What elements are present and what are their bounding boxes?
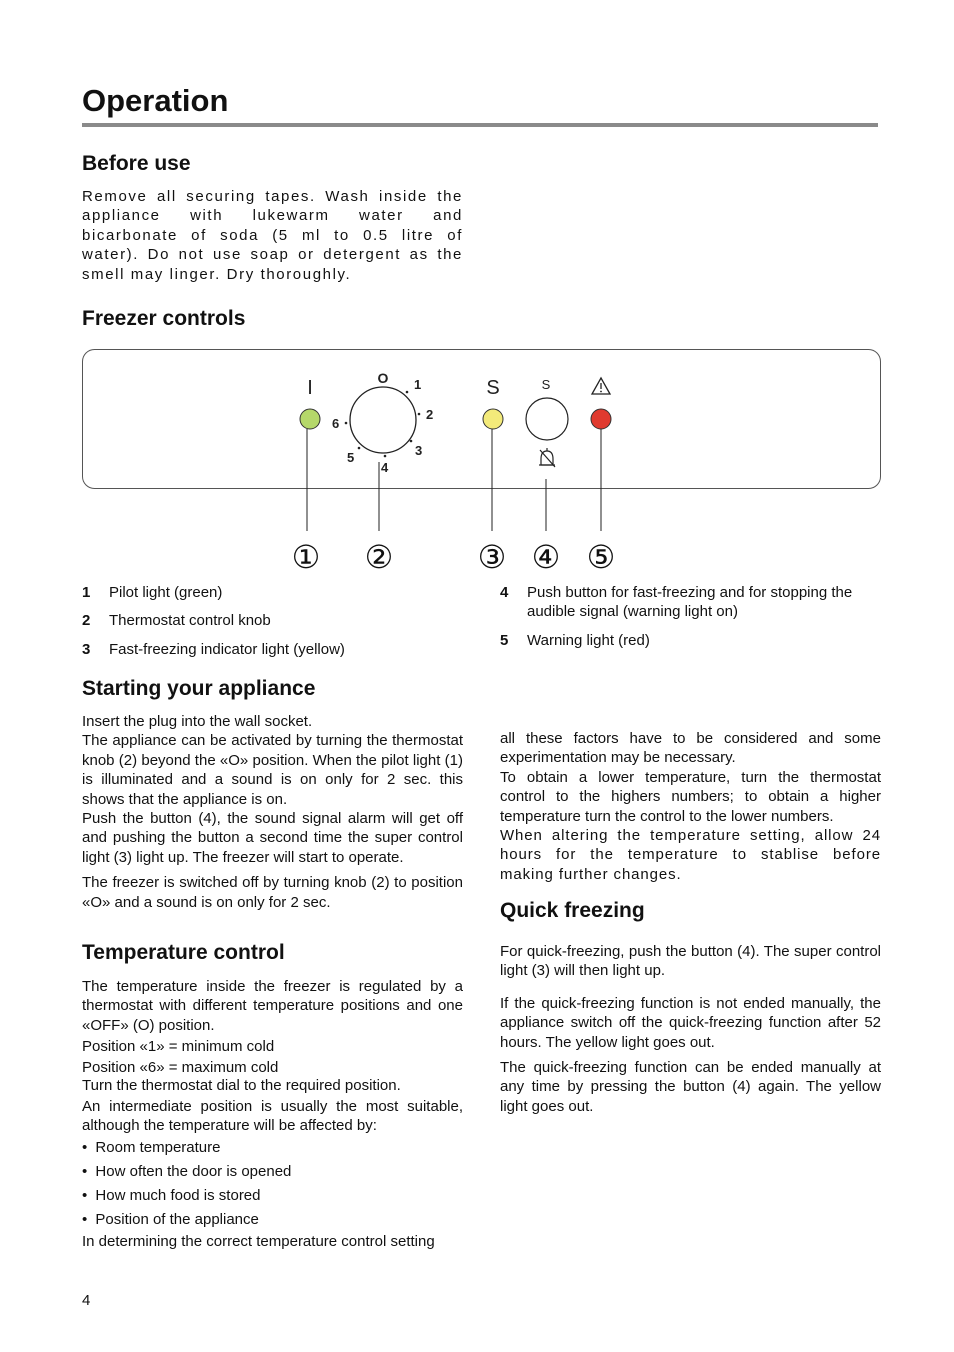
right-column-continuation: [500, 729, 881, 884]
off-symbol: O: [377, 370, 389, 386]
warning-light: [591, 409, 611, 429]
dial-number-5: 5: [347, 450, 355, 465]
callout-3: ③: [477, 539, 507, 575]
freezer-controls-heading: Freezer controls: [82, 307, 246, 330]
pilot-light: [300, 409, 320, 429]
legend-text: Warning light (red): [527, 631, 650, 649]
legend-number: 4: [500, 584, 509, 601]
temperature-pos1: Position «1» = minimum cold: [82, 1038, 275, 1056]
page-number: 4: [82, 1292, 91, 1309]
callout-1: ①: [291, 539, 321, 575]
title-rule: [82, 123, 878, 127]
callout-4: ④: [531, 539, 561, 575]
list-item: • Position of the appliance: [82, 1208, 463, 1232]
dial-number-1: 1: [414, 377, 422, 392]
continuation-para1: all these factors have to be considered and some experimentation may be necessary.: [500, 730, 881, 767]
temperature-pos6: Position «6» = maximum cold: [82, 1058, 279, 1076]
dial-number-3: 3: [415, 443, 423, 458]
power-symbol: I: [307, 377, 313, 399]
control-panel-outline: [83, 350, 881, 489]
dial-number-6: 6: [332, 416, 340, 431]
page-title: Operation: [82, 83, 229, 118]
starting-line1: Insert the plug into the wall socket.: [82, 713, 313, 730]
temperature-last-line: In determining the correct temperature control setting: [82, 1232, 435, 1250]
callout-5: ⑤: [586, 539, 616, 575]
starting-para2: Push the button (4), the sound signal alarm will get off and pushing the button a second time the super control light (3) light up. The freezer will start to operate.: [82, 810, 463, 866]
starting-body: [82, 712, 463, 912]
thermostat-knob: [350, 387, 416, 453]
temperature-body: [82, 977, 463, 1251]
legend-text: Fast-freezing indicator light (yellow): [109, 640, 345, 658]
fast-freeze-button[interactable]: [526, 398, 568, 440]
quick-freezing-para2: If the quick-freezing function is not ended manually, the appliance switch off the quick-freezing function after 52 hours. The yellow light goes out.: [500, 994, 881, 1051]
continuation-para2: To obtain a lower temperature, turn the thermostat control to the highers numbers; to obtain a higher temperature turn the control to the lower numbers.: [500, 768, 881, 825]
legend-left: [82, 583, 463, 659]
quick-freezing-para1: For quick-freezing, push the button (4). The super control light (3) will then light up.: [500, 943, 881, 980]
list-item: • How much food is stored: [82, 1184, 463, 1208]
continuation-para3: When altering the temperature setting, allow 24 hours for the temperature to stablise before making further changes.: [500, 827, 881, 883]
quick-freezing-heading: Quick freezing: [500, 899, 645, 922]
s-symbol-large: S: [486, 377, 500, 399]
starting-para3: The freezer is switched off by turning knob (2) to position «O» and a sound is on only for 2 sec.: [82, 874, 463, 911]
quick-freezing-para3: The quick-freezing function can be ended manually at any time by pressing the button (4) again. The yellow light goes out.: [500, 1059, 881, 1115]
fast-freezing-indicator-light: [483, 409, 503, 429]
legend-item: [82, 583, 463, 602]
list-item: • Room temperature: [82, 1136, 463, 1160]
temperature-factors-list: [82, 1136, 463, 1232]
dial-number-4: 4: [381, 460, 389, 475]
legend-number: 3: [82, 640, 91, 658]
temperature-heading: Temperature control: [82, 941, 285, 964]
callout-2: ②: [364, 539, 394, 575]
before-use-text: Remove all securing tapes. Wash inside the appliance with lukewarm water and bicarbonate of soda (5 ml to 0.5 litre of water). Do not use soap or detergent as the smell may linger. Dry thoroughly.: [82, 188, 463, 283]
legend-item: [82, 640, 463, 659]
temperature-para1: The temperature inside the freezer is regulated by a thermostat with different temperature positions and one «OFF» (O) position.: [82, 978, 463, 1034]
control-panel-diagram: [0, 340, 954, 580]
legend-item: [500, 583, 881, 622]
starting-para1: The appliance can be activated by turning the thermostat knob (2) beyond the «O» position. When the pilot light (1) is illuminated and a sound is on only for 2 sec. this shows that the appliance is on.: [82, 732, 463, 808]
legend-item: [82, 611, 463, 630]
temperature-turn: Turn the thermostat dial to the required position.: [82, 1076, 401, 1094]
legend-right: [500, 583, 881, 650]
quick-freezing-body: [500, 942, 881, 1116]
legend-number: 5: [500, 631, 509, 649]
starting-heading: Starting your appliance: [82, 677, 316, 700]
list-item: • How often the door is opened: [82, 1160, 463, 1184]
legend-number: 2: [82, 612, 91, 630]
legend-text: Thermostat control knob: [109, 612, 271, 630]
legend-number: 1: [82, 584, 91, 601]
dial-number-2: 2: [426, 407, 434, 422]
s-symbol-small: S: [541, 377, 551, 392]
before-use-heading: Before use: [82, 152, 191, 175]
temperature-para2: An intermediate position is usually the most suitable, although the temperature will be affected by:: [82, 1098, 463, 1135]
legend-text: Push button for fast-freezing and for stopping the audible signal (warning light on): [527, 584, 853, 621]
legend-text: Pilot light (green): [109, 584, 223, 601]
legend-item: [500, 631, 881, 650]
